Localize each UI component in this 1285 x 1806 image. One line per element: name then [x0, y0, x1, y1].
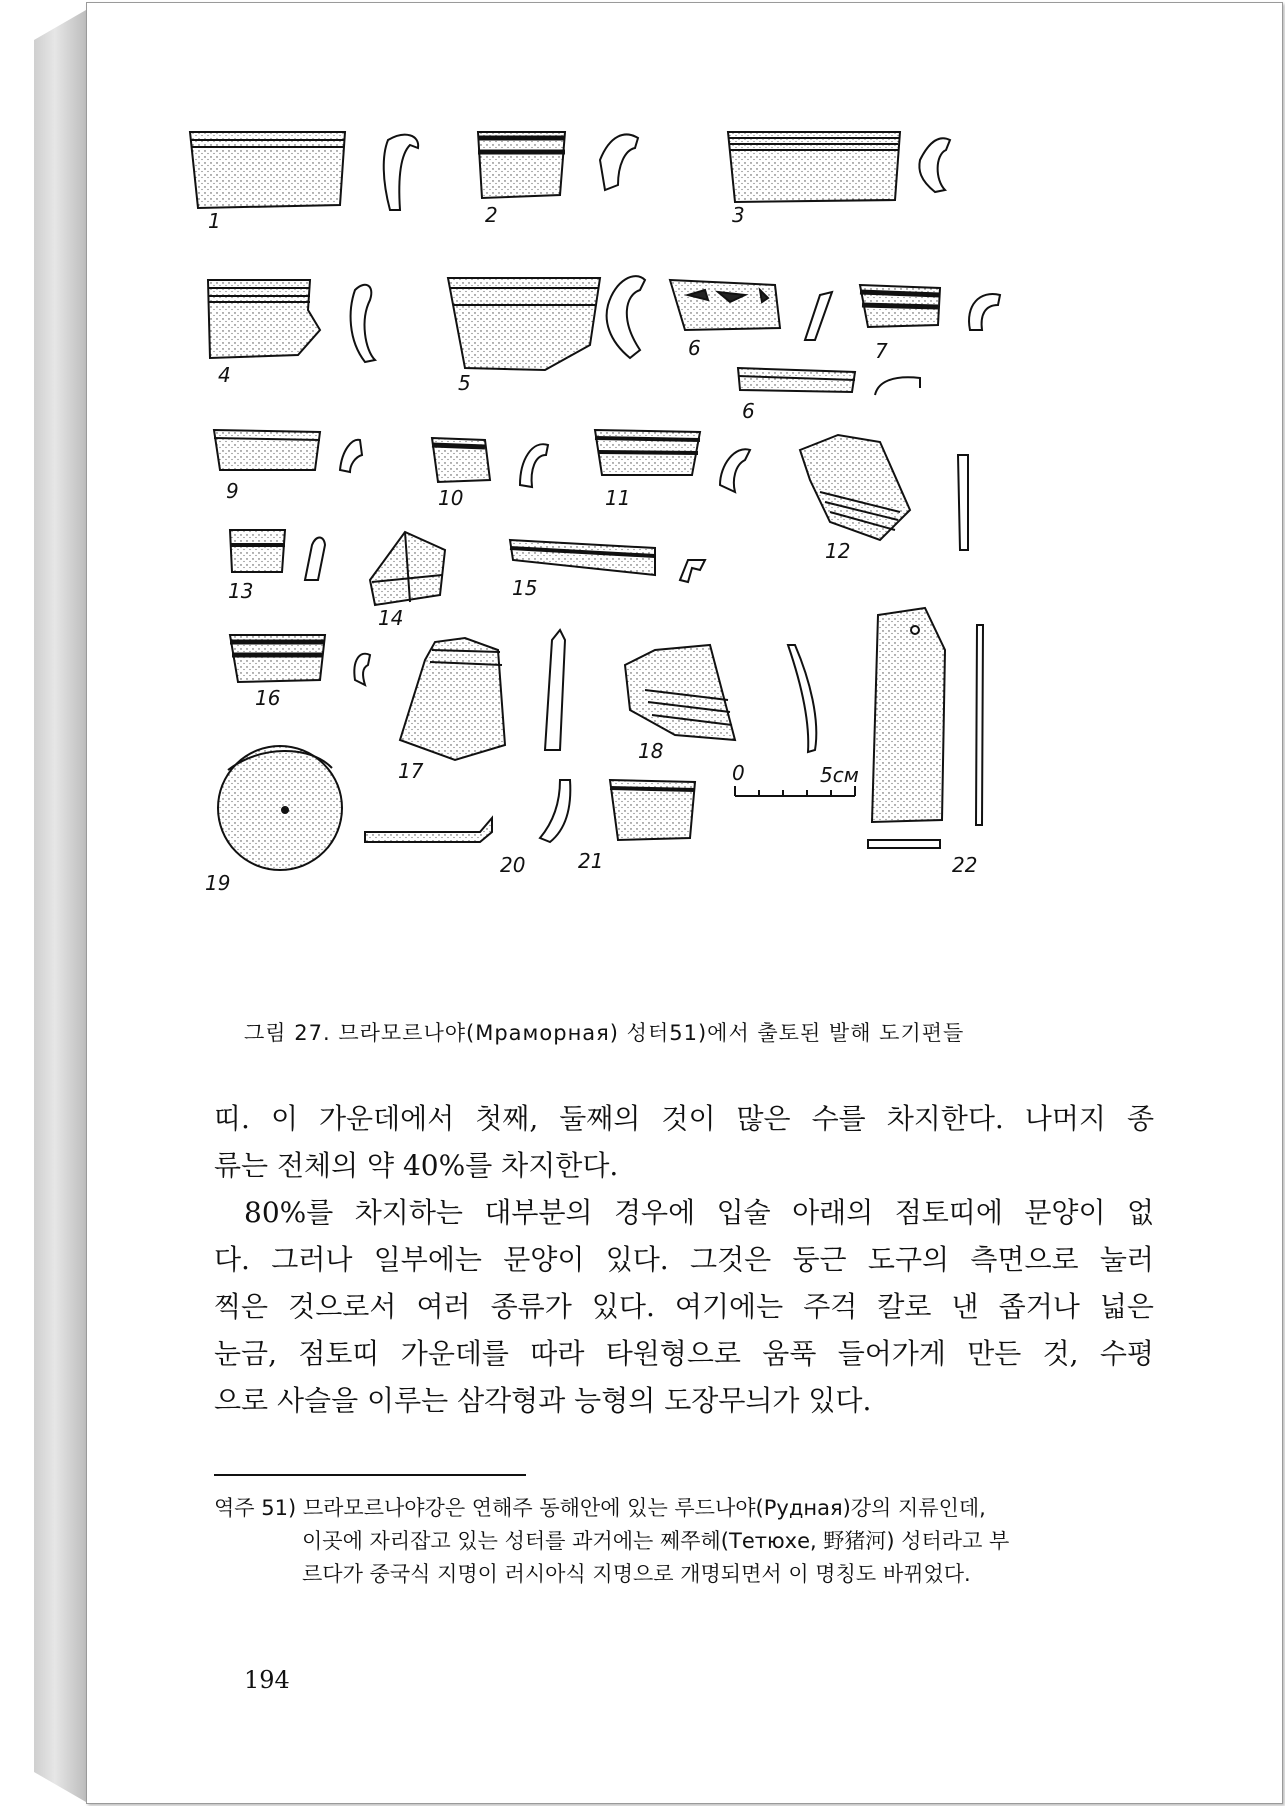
scale-end: 5см	[820, 763, 859, 787]
label-4: 4	[218, 363, 231, 387]
profile-7	[969, 294, 1000, 330]
profile-1	[384, 135, 418, 210]
footnote-divider	[214, 1474, 526, 1476]
label-2: 2	[485, 203, 498, 227]
sherd-15	[510, 540, 655, 575]
label-18: 18	[638, 739, 664, 763]
label-12: 12	[825, 539, 851, 563]
pottery-figure	[120, 120, 1160, 1010]
paragraph-line: 80%를 차지하는 대부분의 경우에 입술 아래의 점토띠에 문양이 없	[244, 1196, 1154, 1229]
label-10: 10	[438, 486, 464, 510]
label-6b: 6	[742, 399, 755, 423]
label-21: 21	[578, 849, 604, 873]
book-spine	[34, 10, 86, 1802]
label-22: 22	[952, 853, 978, 877]
paragraph-line: 류는 전체의 약 40%를 차지한다.	[214, 1149, 619, 1182]
scale-bar	[735, 786, 855, 796]
sherd-6	[670, 280, 780, 330]
paragraph-line: 으로 사슬을 이루는 삼각형과 능형의 도장무늬가 있다.	[214, 1384, 872, 1417]
label-15: 15	[512, 576, 538, 600]
sherd-12	[800, 435, 910, 540]
label-11: 11	[605, 486, 631, 510]
profile-9	[340, 440, 362, 472]
profile-21	[540, 780, 570, 842]
sherd-3	[728, 132, 900, 202]
label-14: 14	[378, 606, 404, 630]
profile-22	[976, 625, 983, 825]
body-text	[214, 1095, 1154, 1424]
scale-start: 0	[732, 761, 745, 785]
label-16: 16	[255, 686, 281, 710]
profile-3	[919, 138, 950, 192]
sherd-17	[400, 638, 505, 760]
label-6a: 6	[688, 336, 701, 360]
label-19: 19	[205, 871, 231, 895]
paragraph-line: 찍은 것으로서 여러 종류가 있다. 여기에는 주걱 칼로 낸 좁거나 넓은	[214, 1290, 1154, 1323]
profile-11	[720, 449, 750, 492]
profile-2	[600, 134, 638, 190]
footnote	[214, 1492, 1160, 1591]
label-1: 1	[208, 209, 221, 233]
label-20: 20	[500, 853, 526, 877]
sherd-2	[478, 132, 565, 198]
profile-10	[520, 444, 548, 487]
footnote-line: 역주 51) 므라모르나야강은 연해주 동해안에 있는 루드나야(Рудная)강의 지류인데,	[214, 1496, 986, 1520]
sherd-22	[872, 608, 945, 822]
profile-16	[354, 654, 370, 685]
profile-6	[805, 292, 832, 340]
sherd-18	[625, 645, 735, 740]
label-3: 3	[732, 203, 745, 227]
label-13: 13	[228, 579, 254, 603]
paragraph-line: 띠. 이 가운데에서 첫째, 둘째의 것이 많은 수를 차지한다. 나머지 종	[214, 1102, 1154, 1135]
label-17: 17	[398, 759, 424, 783]
sherd-5	[448, 278, 600, 370]
profile-5	[607, 276, 645, 358]
page-number: 194	[244, 1666, 290, 1694]
sherd-9	[214, 430, 320, 470]
profile-12	[958, 455, 968, 550]
profile-13	[305, 538, 325, 581]
figure-caption: 그림 27. 므라모르나야(Мраморная) 성터51)에서 출토된 발해 도기편들	[244, 1021, 965, 1045]
sherd-20	[365, 818, 492, 842]
profile-8	[875, 377, 920, 395]
profile-15	[680, 560, 705, 582]
paragraph-line: 눈금, 점토띠 가운데를 따라 타원형으로 움푹 들어가게 만든 것, 수평	[214, 1337, 1154, 1370]
label-9: 9	[226, 479, 239, 503]
label-7: 7	[875, 339, 888, 363]
profile-17	[545, 630, 565, 750]
sherd-4	[208, 280, 320, 358]
profile-18	[788, 645, 816, 752]
pottery-drawings	[120, 120, 1160, 1010]
profile-4	[351, 285, 375, 362]
footnote-line: 이곳에 자리잡고 있는 성터를 과거에는 쩨쭈헤(Тетюхе, 野猪河) 성터라고 부	[302, 1529, 1010, 1553]
label-5: 5	[458, 371, 471, 395]
paragraph-line: 다. 그러나 일부에는 문양이 있다. 그것은 둥근 도구의 측면으로 눌러	[214, 1243, 1154, 1276]
sherd-1	[190, 132, 345, 208]
footnote-line: 르다가 중국식 지명이 러시아식 지명으로 개명되면서 이 명칭도 바뀌었다.	[302, 1562, 971, 1586]
sherd-13	[230, 530, 285, 572]
